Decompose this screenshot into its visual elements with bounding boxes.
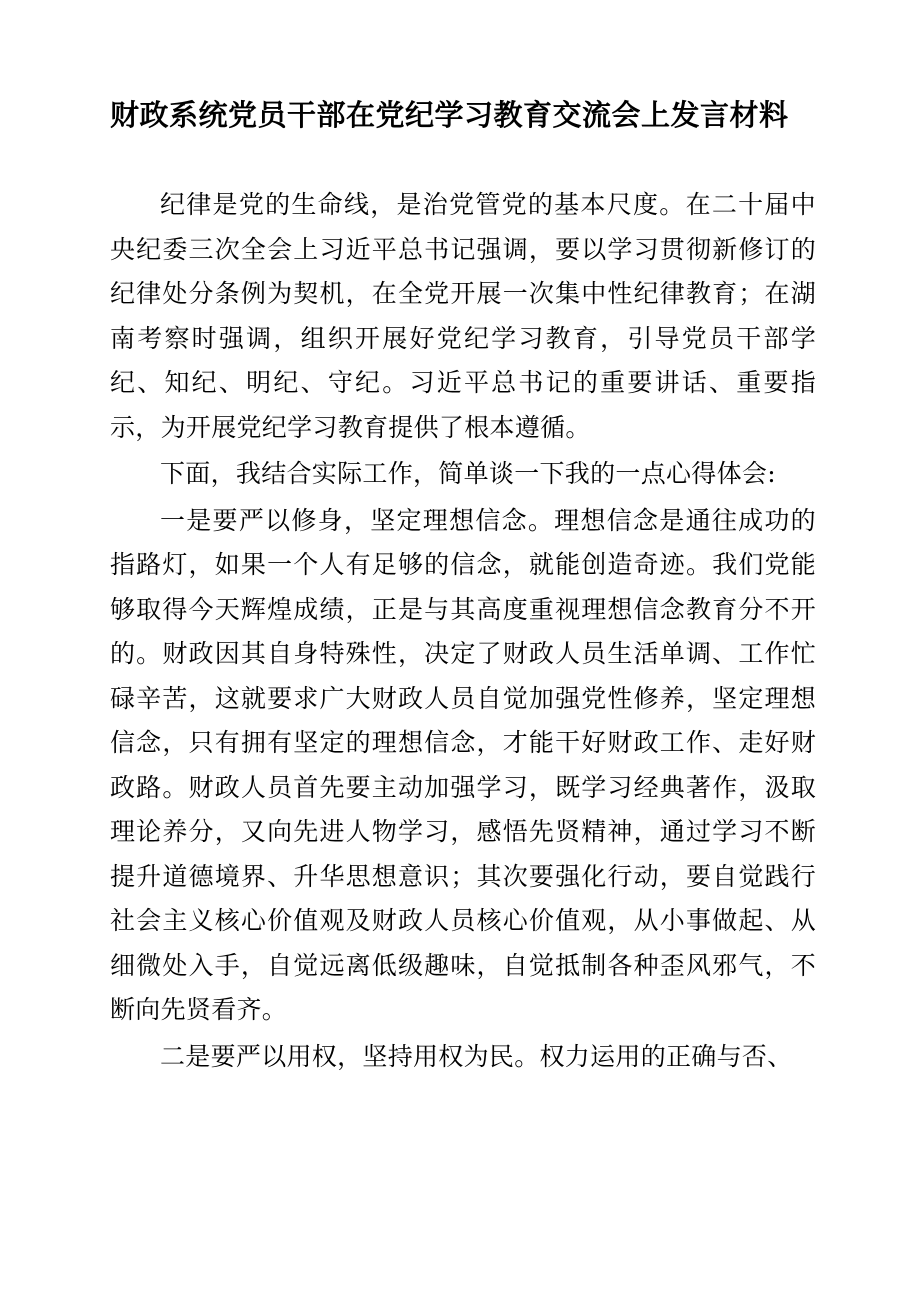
paragraph: 下面，我结合实际工作，简单谈一下我的一点心得体会: [160,459,776,489]
page-title: 财政系统党员干部在党纪学习教育交流会上发言材料 [110,98,789,132]
document-body [110,183,816,1079]
paragraph: 二是要严以用权，坚持用权为民。权力运用的正确与否、 [160,1041,793,1071]
paragraph: 一是要严以修身，坚定理想信念。理想信念是通往成功的指路灯，如果一个人有足够的信念，就能创造奇迹。我们党能够取得今天辉煌成绩，正是与其高度重视理想信念教育分不开的。财政因其自身特殊性，决定了财政人员生活单调、工作忙碌辛苦，这就要求广大财政人员自觉加强党性修养，坚定理想信念，只有拥有坚定的理想信念，才能干好财政工作、走好财政路。财政人员首先要主动加强学习，既学习经典著作，汲取理论养分，又向先进人物学习，感悟先贤精神，通过学习不断提升道德境界、升华思想意识；其次要强化行动，要自觉践行社会主义核心价值观及财政人员核心价值观，从小事做起、从细微处入手，自觉远离低级趣味，自觉抵制各种歪风邪气，不断向先贤看齐。 [110,505,816,1025]
paragraph: 纪律是党的生命线，是治党管党的基本尺度。在二十届中央纪委三次全会上习近平总书记强调，要以学习贯彻新修订的纪律处分条例为契机，在全党开展一次集中性纪律教育；在湖南考察时强调，组织开展好党纪学习教育，引导党员干部学纪、知纪、明纪、守纪。习近平总书记的重要讲话、重要指示，为开展党纪学习教育提供了根本遵循。 [110,190,816,442]
